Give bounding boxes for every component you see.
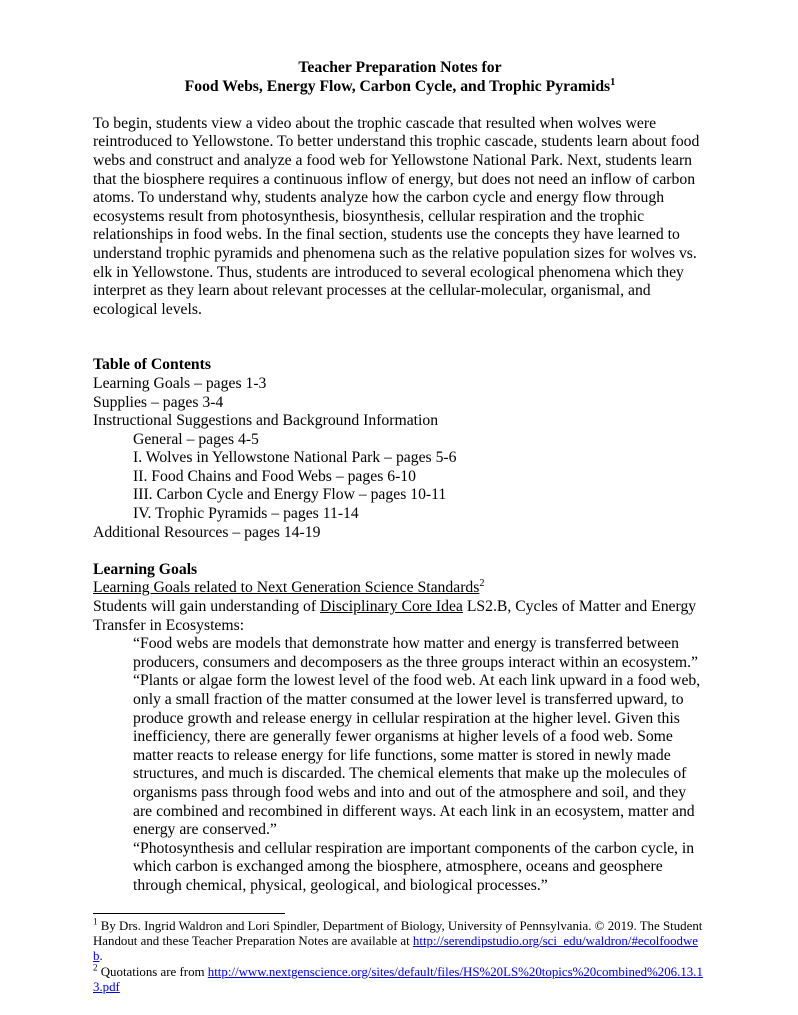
footnotes-section: [93, 913, 707, 995]
footnote-1-marker: 1: [93, 916, 98, 927]
quote-food-webs: “Food webs are models that demonstrate how matter and energy is transferred between producers, consumers and decomposers as the three groups interact within an ecosystem.”: [133, 635, 699, 671]
disciplinary-core-idea-link[interactable]: Disciplinary Core Idea: [320, 598, 463, 616]
footnote-1-period: .: [99, 949, 103, 964]
learning-goals-heading: Learning Goals: [93, 560, 198, 578]
footnote-1: [93, 916, 707, 965]
dci-intro-line: [93, 598, 707, 635]
document-title: [93, 59, 707, 96]
intro-paragraph: To begin, students view a video about the trophic cascade that resulted when wolves were reintroduced to Yellowstone. To better understand this trophic cascade, students learn about food webs and construct and analyze a food web for Yellowstone National Park. Next, students learn that the biosphere requires a continuous inflow of energy, but does not need an inflow of carbon atoms. To understand why, students analyze how the carbon cycle and energy flow through ecosystems result from photosynthesis, biosynthesis, cellular respiration and the trophic relationships in food webs. In the final section, students use the concepts they have learned to understand trophic pyramids and phenomena such as the relative population sizes for wolves vs. elk in Yellowstone. Thus, students are introduced to several ecological phenomena which they interpret as they learn about relevant processes at the cellular-molecular, organismal, and ecological levels.: [93, 114, 700, 318]
toc-item-learning-goals: Learning Goals – pages 1-3: [93, 374, 267, 392]
doc-title-line-2-text: Food Webs, Energy Flow, Carbon Cycle, and Trophic Pyramids: [184, 77, 611, 95]
title-footnote-ref: 1: [610, 76, 616, 88]
toc-item-supplies: Supplies – pages 3-4: [93, 393, 224, 411]
footnote-2-text: Quotations are from: [97, 964, 208, 979]
doc-title-line-1: Teacher Preparation Notes for: [298, 59, 502, 76]
ngss-standards-link[interactable]: Learning Goals related to Next Generation Science Standards: [93, 579, 480, 597]
footnote-separator: [93, 913, 285, 914]
toc-item-wolves-yellowstone: I. Wolves in Yellowstone National Park – pages 5-6: [133, 449, 457, 467]
quote-photosynthesis: “Photosynthesis and cellular respiration are important components of the carbon cycle, in which carbon is exchanged among the biosphere, atmosphere, oceans and geosphere through chemical, physical, geological, and biological processes.”: [133, 839, 695, 894]
toc-item-trophic-pyramids: IV. Trophic Pyramids – pages 11-14: [133, 505, 359, 523]
toc-item-food-chains-webs: II. Food Chains and Food Webs – pages 6-10: [133, 467, 416, 485]
ngss-subheading: [93, 579, 707, 598]
toc-item-additional-resources: Additional Resources – pages 14-19: [93, 523, 321, 541]
footnote-2-marker: 2: [93, 962, 98, 973]
dci-text-before: Students will gain understanding of: [93, 598, 321, 616]
serendipstudio-link[interactable]: http://serendipstudio.org/sci_edu/waldron/#ecolfoodweb: [93, 934, 699, 964]
quote-plants-algae: “Plants or algae form the lowest level of the food web. At each link upward in a food web, only a small fraction of the matter consumed at the lower level is transferred upward, to produce growth and release energy in cellular respiration at the higher level. Given this inefficiency, there are generally fewer organisms at higher levels of a food web. Some matter reacts to release energy for life functions, some matter is stored in newly made structures, and much is discarded. The chemical elements that make up the molecules of organisms pass through food webs and into and out of the atmosphere and soil, and they are combined and recombined in different ways. At each link in an ecosystem, matter and energy are conserved.”: [133, 672, 701, 839]
footnote-2: [93, 962, 707, 995]
nextgenscience-link[interactable]: http://www.nextgenscience.org/sites/default/files/HS%20LS%20topics%20combined%206.13.13.pdf: [93, 964, 703, 994]
doc-title-line-2: [93, 78, 707, 97]
ngss-footnote-ref: 2: [479, 578, 485, 590]
footnote-1-text: By Drs. Ingrid Waldron and Lori Spindler, Department of Biology, University of Pennsylvania. © 2019. The Student Handout and these Teacher Preparation Notes are available at: [93, 919, 703, 949]
dci-text-after: LS2.B, Cycles of Matter and Energy Transfer in Ecosystems:: [93, 598, 697, 634]
toc-item-general: General – pages 4-5: [133, 430, 259, 448]
toc-item-carbon-cycle-energy-flow: III. Carbon Cycle and Energy Flow – pages 10-11: [133, 486, 447, 504]
toc-item-instructional-suggestions: Instructional Suggestions and Background Information: [93, 412, 439, 430]
toc-heading: Table of Contents: [93, 356, 211, 374]
